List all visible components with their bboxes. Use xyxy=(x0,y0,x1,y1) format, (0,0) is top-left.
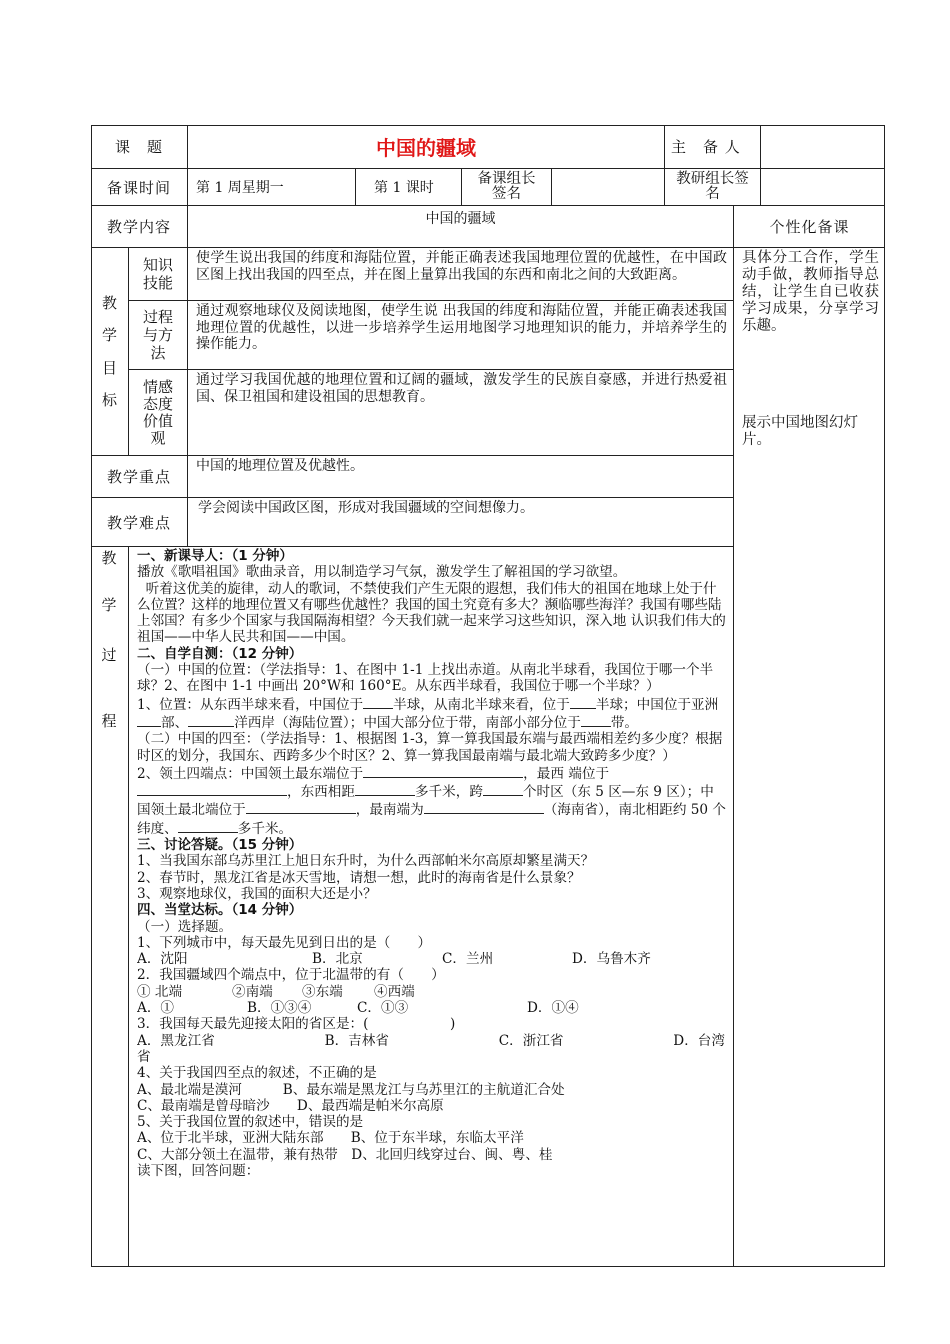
quiz-question-2-options xyxy=(137,1000,727,1016)
fill-1-text-a: 1、位置：从东西半球来看，中国位于 xyxy=(137,696,364,713)
fill-1-text-e: 洋西岸（海陆位置）；中国大部分位于带，南部小部分位于 xyxy=(234,714,581,731)
option[interactable]: A．黑龙江省 xyxy=(137,1032,215,1049)
side-note-1: 具体分工合作，学生动手做，教师指导总结，让学生自已收获学习成果，分享学习乐趣。 xyxy=(742,250,879,334)
fill-2-text-f: ，最南端为 xyxy=(355,802,424,819)
quiz-question-2-items xyxy=(137,984,727,1000)
blank-field[interactable] xyxy=(570,695,596,709)
option[interactable]: C．①③ xyxy=(357,1000,409,1017)
key-points-text: 中国的地理位置及优越性。 xyxy=(187,455,733,497)
section-3-question-2: 2、春节时，黑龙江省是冰天雪地，请想一想，此时的海南省是什么景象？ xyxy=(137,869,581,886)
prep-time-label: 备课时间 xyxy=(91,168,187,205)
goals-char-1: 教 xyxy=(101,293,117,312)
item: ②南端 xyxy=(232,983,273,1000)
procedure-char-4: 程 xyxy=(101,712,117,730)
preparer-value[interactable] xyxy=(760,125,885,168)
procedure-content xyxy=(137,548,727,1266)
group-leader-label: 备课组长签名 xyxy=(461,168,551,205)
content-value xyxy=(187,205,733,247)
fill-2-text-e: 个时区（东 5 区—东 9 区）；中国领土最北端位于 xyxy=(137,784,714,819)
topic-label: 课 题 xyxy=(114,138,163,156)
section-2-title: 二、自学自测：（12 分钟） xyxy=(137,645,303,662)
fill-1-text-c: 半球；中国位于亚洲 xyxy=(595,696,719,713)
quiz-question-3-options xyxy=(137,1033,727,1049)
blank-field[interactable] xyxy=(137,782,287,796)
quiz-question-4-options-ab[interactable]: A、最北端是漠河 B、最东端是黑龙江与乌苏里江的主航道汇合处 xyxy=(137,1081,565,1098)
knowledge-text: 使学生说出我国的纬度和海陆位置，并能正确表述我国地理位置的优越性，在中国政区图上找出我国的四至点，并在图上量算出我国的东西和南北之间的大致距离。 xyxy=(187,247,733,300)
procedure-char-1: 教 xyxy=(101,549,117,567)
topic-value-cell xyxy=(187,125,664,168)
quiz-question-1-options xyxy=(137,951,727,967)
goals-char-3: 目 xyxy=(101,358,117,377)
fill-2-text-h: 多千米。 xyxy=(237,820,293,837)
blank-field[interactable] xyxy=(581,713,611,727)
process-method-label: 过程与方法 xyxy=(128,300,187,369)
section-2-question-1: （一）中国的位置：（学法指导：1、在图中 1-1 上找出赤道。从南北半球看，我国位于哪一个半球？2、在图中 1-1 中画出 20°W和 160°E。从东西半球看，我国位于哪一个半球？） xyxy=(137,662,714,695)
option[interactable]: B．北京 xyxy=(312,951,363,968)
fill-1-text-b: 半球，从南北半球来看，位于 xyxy=(393,696,570,713)
quiz-question-5: 5、关于我国位置的叙述中，错误的是 xyxy=(137,1114,364,1131)
quiz-question-4-options-cd[interactable]: C、最南端是曾母暗沙 D、最西端是帕米尔高原 xyxy=(137,1097,444,1114)
blank-field[interactable] xyxy=(178,819,238,833)
knowledge-label: 知识技能 xyxy=(128,247,187,300)
section-4-title: 四、当堂达标。（14 分钟） xyxy=(137,902,303,919)
key-points-label: 教学重点 xyxy=(91,455,187,497)
option[interactable]: D．台湾 xyxy=(673,1032,725,1049)
quiz-question-5-options-cd[interactable]: C、大部分领土在温带，兼有热带 D、北回归线穿过台、闽、粤、桂 xyxy=(137,1146,553,1163)
goals-char-4: 标 xyxy=(101,391,117,410)
emotion-text: 通过学习我国优越的地理位置和辽阔的疆域，激发学生的民族自豪感，并进行热爱祖国、保卫祖国和建设祖国的思想教育。 xyxy=(187,369,733,455)
process-method-text: 通过观察地球仪及阅读地图，使学生说 出我国的纬度和海陆位置，并能正确表述我国地理位置的优越性，以进一步培养学生运用地图学习地理知识的能力，并培养学生的操作能力。 xyxy=(187,300,733,369)
section-1-para-1: 播放《歌唱祖国》歌曲录音，用以制造学习气氛，激发学生了解祖国的学习欲望。 xyxy=(137,564,627,581)
blank-field[interactable] xyxy=(355,782,415,796)
option[interactable]: B．吉林省 xyxy=(324,1032,389,1049)
procedure-char-3: 过 xyxy=(101,646,117,664)
option[interactable]: B．①③④ xyxy=(247,1000,312,1017)
quiz-question-3: 3．我国每天最先迎接太阳的省区是：( ) xyxy=(137,1016,456,1033)
option[interactable]: A．沈阳 xyxy=(137,951,188,968)
preparer-label: 主 备 人 xyxy=(664,125,760,168)
section-3-question-1: 1、当我国东部乌苏里江上旭日东升时，为什么西部帕米尔高原却繁星满天？ xyxy=(137,853,595,870)
option[interactable]: D．①④ xyxy=(527,1000,579,1017)
fill-2-text-d: 多千米，跨 xyxy=(414,784,483,801)
section-4-subtitle: （一）选择题。 xyxy=(137,918,233,935)
difficulties-text: 学会阅读中国政区图，形成对我国疆域的空间想像力。 xyxy=(187,497,733,546)
blank-field[interactable] xyxy=(137,713,161,727)
research-leader-label: 教研组长签名 xyxy=(664,168,760,205)
blank-field[interactable] xyxy=(424,800,544,814)
quiz-question-2: 2．我国疆域四个端点中，位于北温带的有（ ） xyxy=(137,967,445,984)
procedure-char-2: 学 xyxy=(101,596,117,614)
research-leader-signature[interactable] xyxy=(760,168,885,205)
side-note-2: 展示中国地图幻灯片。 xyxy=(742,415,858,448)
content-label: 教学内容 xyxy=(91,205,187,247)
blank-field[interactable] xyxy=(246,800,356,814)
blank-field[interactable] xyxy=(483,782,523,796)
prep-time-value: 第 1 周星期一 xyxy=(187,168,355,205)
difficulties-label: 教学难点 xyxy=(91,497,187,546)
quiz-question-3-tail: 省 xyxy=(137,1048,151,1065)
blank-field[interactable] xyxy=(188,713,234,727)
content-value-text: 中国的疆域 xyxy=(425,211,496,227)
emotion-label: 情感态度价值观 xyxy=(128,369,187,455)
item: ④西端 xyxy=(374,983,415,1000)
section-2-fill-2 xyxy=(137,764,727,837)
section-3-title: 三、讨论答疑。（15 分钟） xyxy=(137,837,303,854)
blank-field[interactable] xyxy=(363,764,523,778)
quiz-question-4: 4、关于我国四至点的叙述，不正确的是 xyxy=(137,1065,377,1082)
personal-notes-column xyxy=(733,247,885,1267)
fill-1-text-d: 部、 xyxy=(161,714,189,731)
group-leader-signature[interactable] xyxy=(551,168,664,205)
section-1-title: 一、新课导人：（1 分钟） xyxy=(137,548,293,564)
quiz-question-5-options-ab[interactable]: A、位于北半球，亚洲大陆东部 B、位于东半球，东临太平洋 xyxy=(137,1130,524,1147)
option[interactable]: C．浙江省 xyxy=(498,1032,564,1049)
fill-2-text-b: ，最西 端位于 xyxy=(523,765,610,782)
section-3-question-3: 3、观察地球仪，我国的面积大还是小？ xyxy=(137,885,377,902)
fill-1-text-f: 带。 xyxy=(610,714,639,731)
quiz-question-1: 1、下列城市中，每天最先见到日出的是（ ） xyxy=(137,934,432,951)
read-map-prompt: 读下图，回答问题： xyxy=(137,1162,260,1179)
personal-label: 个性化备课 xyxy=(733,205,885,247)
item: ① 北端 xyxy=(137,983,183,1000)
period-value: 第 1 课时 xyxy=(355,168,461,205)
fill-2-text-a: 2、领土四端点：中国领土最东端位于 xyxy=(137,765,364,782)
option[interactable]: C．兰州 xyxy=(442,951,494,968)
item: ③东端 xyxy=(302,983,343,1000)
page-title: 中国的疆域 xyxy=(376,136,476,160)
procedure-vertical-label xyxy=(91,546,128,1267)
option[interactable]: D．乌鲁木齐 xyxy=(572,951,651,968)
blank-field[interactable] xyxy=(363,695,393,709)
section-2-question-2: （二）中国的四至：（学法指导：1、根据图 1-3，算一算我国最东端与最西端相差约多少度？根据时区的划分，我国东、西跨多少个时区？2、算一算我国最南端与最北端大致跨多少度？） xyxy=(137,731,723,764)
goals-vertical-label xyxy=(91,247,128,455)
fill-2-text-g: （海南省），南北相距约 50 个纬度、 xyxy=(137,802,726,837)
fill-2-text-c: ，东西相距 xyxy=(287,784,355,801)
section-1-para-2: 听着这优美的旋律，动人的歌词，不禁使我们产生无限的遐想，我们伟大的祖国在地球上处于什么位置？这样的地理位置又有哪些优越性？我国的国土究竟有多大？濒临哪些海洋？我国有哪些陆上邻国？有多少个国家与我国隔海相望？今天我们就一起来学习这些知识，深入地 认识我们伟大的祖国——中华人民共和国——中国。 xyxy=(137,580,726,646)
option[interactable]: A．① xyxy=(137,1000,175,1017)
goals-char-2: 学 xyxy=(101,326,117,345)
section-2-fill-1 xyxy=(137,695,727,732)
